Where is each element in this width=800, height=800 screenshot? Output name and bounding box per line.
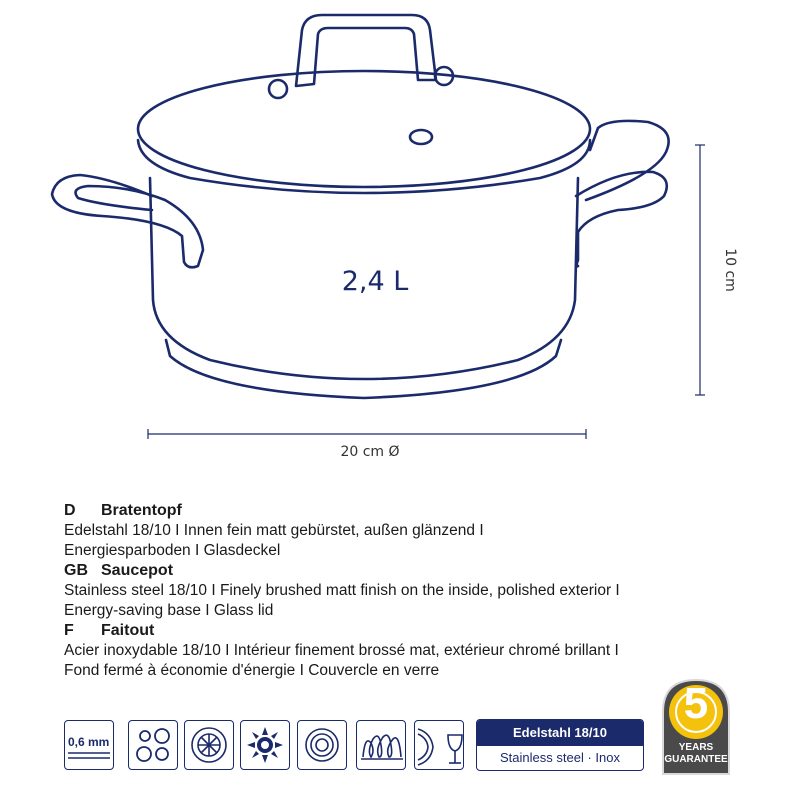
guarantee-years-number: 5 — [683, 679, 709, 728]
description-line: Energiesparboden I Glasdeckel — [64, 542, 281, 559]
product-name: Faitout — [101, 622, 155, 639]
material-en-fr: Stainless steel · Inox — [500, 750, 620, 765]
thickness-label: 0,6 mm — [68, 735, 110, 749]
description-f — [64, 621, 744, 681]
width-label: 20 cm Ø — [340, 444, 400, 460]
description-line: Fond fermé à économie d'énergie I Couvercle en verre — [64, 662, 440, 679]
lid-handle — [296, 15, 436, 86]
ceramic-hob-icon — [297, 720, 347, 770]
description-line: Stainless steel 18/10 I Finely brushed matt finish on the inside, polished exterior I — [64, 582, 620, 599]
halogen-hob-icon — [356, 720, 406, 770]
description-line: Edelstahl 18/10 I Innen fein matt gebürstet, außen glänzend I — [64, 522, 484, 539]
language-code: GB — [64, 562, 88, 579]
induction-hob-icon — [184, 720, 234, 770]
pot-volume: 2,4 L — [341, 266, 409, 297]
product-name: Saucepot — [101, 562, 174, 579]
language-code: D — [64, 502, 76, 519]
pot-base — [166, 340, 561, 398]
electric-hob-icon — [128, 720, 178, 770]
description-de — [64, 501, 744, 561]
lid-rivet-left — [269, 80, 287, 98]
description-gb — [64, 561, 744, 621]
guarantee-badge — [659, 676, 733, 776]
description-line: Acier inoxydable 18/10 I Intérieur finement brossé mat, extérieur chromé brillant I — [64, 642, 619, 659]
guarantee-line1: YEARS — [678, 742, 714, 753]
lid-vent-icon — [410, 130, 432, 144]
height-label: 10 cm — [722, 248, 738, 292]
material-label — [476, 719, 644, 771]
description-line: Energy-saving base I Glass lid — [64, 602, 274, 619]
lid-rim — [138, 140, 590, 193]
product-name: Bratentopf — [101, 502, 182, 519]
lid-top — [138, 71, 590, 187]
thickness-icon — [64, 720, 114, 770]
language-code: F — [64, 622, 74, 639]
left-handle — [52, 175, 203, 267]
gas-hob-icon — [240, 720, 290, 770]
material-de: Edelstahl 18/10 — [477, 720, 643, 746]
guarantee-line2: GUARANTEE — [664, 754, 728, 765]
dishwasher-icon — [414, 720, 464, 770]
